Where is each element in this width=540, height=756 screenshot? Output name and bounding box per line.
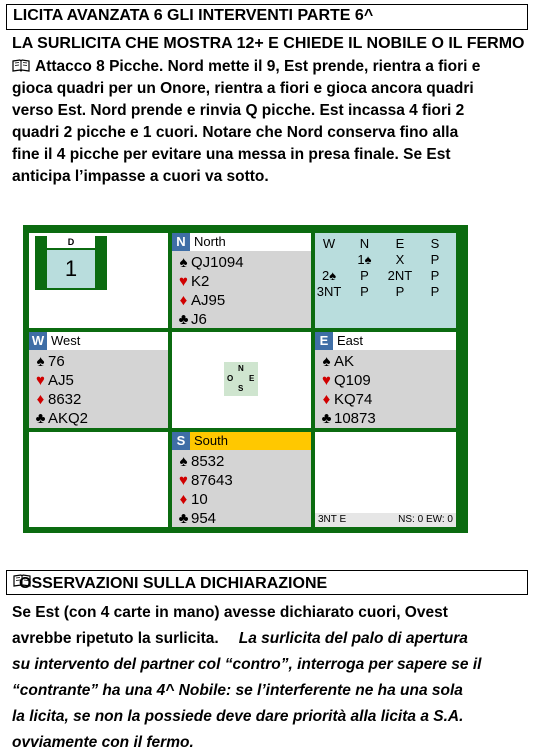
bidding-row <box>311 283 452 299</box>
intro-line-3: verso Est. Nord prende e rinvia Q picche. Est incassa 4 fiori 2 <box>12 102 465 119</box>
heart-icon: ♥ <box>179 273 188 290</box>
north-seat-tag: N <box>172 233 190 251</box>
obs-line-6: ovviamente con il fermo. <box>12 734 194 751</box>
intro-line-6: anticipa l’impasse a cuori va sotto. <box>12 168 269 185</box>
east-hearts: Q109 <box>334 372 371 389</box>
bid-cell: 2NT <box>387 267 413 283</box>
south-seat-tag: S <box>172 432 190 450</box>
intro-line-5: fine il 4 picche per evitare una messa in presa finale. Se Est <box>12 146 451 163</box>
compass-s: S <box>238 384 244 393</box>
bidding-table <box>311 235 452 299</box>
north-clubs: J6 <box>191 311 207 328</box>
club-icon: ♣ <box>178 311 189 328</box>
north-hand <box>176 253 244 329</box>
board-info-cell <box>29 233 168 328</box>
south-clubs: 954 <box>191 510 217 527</box>
compass-o: O <box>227 374 234 383</box>
bid-cell: P <box>430 251 440 267</box>
bid-header-w: W <box>322 235 336 251</box>
north-name: North <box>194 234 226 249</box>
spade-icon: ♠ <box>179 254 188 271</box>
contract: 3NT E <box>318 514 347 525</box>
east-name: East <box>337 333 364 348</box>
score: NS: 0 EW: 0 <box>398 514 453 525</box>
bridge-deal-diagram <box>23 225 468 533</box>
spade-icon: ♠ <box>36 353 45 370</box>
observations-title: OSSERVAZIONI SULLA DICHIARAZIONE <box>19 575 328 592</box>
north-spades: QJ1094 <box>191 254 244 271</box>
heart-icon: ♥ <box>179 472 188 489</box>
observations-paragraph <box>12 600 528 756</box>
diamond-icon: ♦ <box>322 391 331 408</box>
diamond-icon: ♦ <box>179 292 188 309</box>
bid-header-s: S <box>430 235 440 251</box>
south-header <box>172 432 311 450</box>
north-hearts: K2 <box>191 273 210 290</box>
dealer-label: D <box>47 236 95 248</box>
east-seat-tag: E <box>315 332 333 350</box>
obs-line-3: su intervento del partner col “contro”, interroga per sapere se il <box>12 656 482 673</box>
south-spades: 8532 <box>191 453 225 470</box>
obs-line-2 <box>12 626 528 652</box>
observations-title-row <box>13 573 328 592</box>
east-hand-panel <box>315 332 456 428</box>
bidding-header-row <box>311 235 452 251</box>
bid-cell: P <box>430 267 440 283</box>
title-box <box>6 4 528 30</box>
west-spades: 76 <box>48 353 65 370</box>
bid-cell: X <box>395 251 405 267</box>
club-icon: ♣ <box>35 410 46 427</box>
east-diamonds: KQ74 <box>334 391 373 408</box>
obs-line-2-italic: La surlicita del palo di apertura <box>238 630 468 647</box>
west-hearts: AJ5 <box>48 372 74 389</box>
intro-line-4: quadri 2 picche e 1 cuori. Notare che Nord conserva fino alla <box>12 124 459 141</box>
east-header <box>315 332 456 350</box>
heart-icon: ♥ <box>322 372 331 389</box>
status-bar <box>315 513 456 527</box>
east-clubs: 10873 <box>334 410 376 427</box>
bid-cell: P <box>395 283 405 299</box>
west-hand-panel <box>29 332 168 428</box>
compass-e: E <box>249 374 255 383</box>
diamond-icon: ♦ <box>179 491 188 508</box>
obs-line-2-plain: avrebbe ripetuto la surlicita. <box>12 630 219 647</box>
observations-title-box <box>6 570 528 595</box>
spade-icon: ♠ <box>322 353 331 370</box>
bid-cell: P <box>430 283 440 299</box>
club-icon: ♣ <box>321 410 332 427</box>
club-icon: ♣ <box>178 510 189 527</box>
bidding-panel <box>315 233 456 328</box>
west-diamonds: 8632 <box>48 391 82 408</box>
compass-rose <box>224 362 258 396</box>
bidding-row <box>311 251 452 267</box>
west-seat-tag: W <box>29 332 47 350</box>
result-cell <box>315 432 456 527</box>
obs-line-1: Se Est (con 4 carte in mano) avesse dichiarato cuori, Ovest <box>12 604 448 621</box>
west-clubs: AKQ2 <box>48 410 89 427</box>
east-spades: AK <box>334 353 355 370</box>
bidding-row <box>311 267 452 283</box>
west-hand <box>33 352 88 428</box>
empty-cell <box>29 432 168 527</box>
intro-paragraph <box>12 56 528 188</box>
south-hand <box>176 452 233 528</box>
bid-header-n: N <box>359 235 370 251</box>
obs-line-4: “contrante” ha una 4^ Nobile: se l’interferente ne ha una sola <box>12 682 463 699</box>
north-hand-panel <box>172 233 311 328</box>
north-header <box>172 233 311 251</box>
north-diamonds: AJ95 <box>191 292 226 309</box>
board-number: 1 <box>47 250 95 288</box>
east-hand <box>319 352 376 428</box>
compass-cell <box>172 332 311 428</box>
heart-icon: ♥ <box>36 372 45 389</box>
spade-icon: ♠ <box>179 453 188 470</box>
bid-cell <box>311 251 347 267</box>
book-icon <box>12 59 30 72</box>
page-subtitle: LA SURLICITA CHE MOSTRA 12+ E CHIEDE IL NOBILE O IL FERMO <box>12 35 525 52</box>
bid-cell: P <box>360 283 369 299</box>
bid-cell: 3NT <box>316 283 342 299</box>
diamond-icon: ♦ <box>36 391 45 408</box>
south-diamonds: 10 <box>191 491 208 508</box>
bid-cell: 1♠ <box>357 251 372 267</box>
intro-line-2: gioca quadri per un Onore, rientra a fiori e gioca ancora quadri <box>12 80 474 97</box>
intro-line-1: Attacco 8 Picche. Nord mette il 9, Est prende, rientra a fiori e <box>12 56 528 78</box>
west-header <box>29 332 168 350</box>
south-hand-panel <box>172 432 311 527</box>
bid-header-e: E <box>395 235 405 251</box>
compass-n: N <box>238 364 244 373</box>
bid-cell: 2♠ <box>322 267 337 283</box>
obs-line-5: la licita, se non la possiede deve dare priorità alla licita a S.A. <box>12 708 464 725</box>
south-hearts: 87643 <box>191 472 233 489</box>
bid-cell: P <box>360 267 369 283</box>
south-name: South <box>194 433 228 448</box>
west-name: West <box>51 333 81 348</box>
page-title: LICITA AVANZATA 6 GLI INTERVENTI PARTE 6^ <box>13 7 374 24</box>
